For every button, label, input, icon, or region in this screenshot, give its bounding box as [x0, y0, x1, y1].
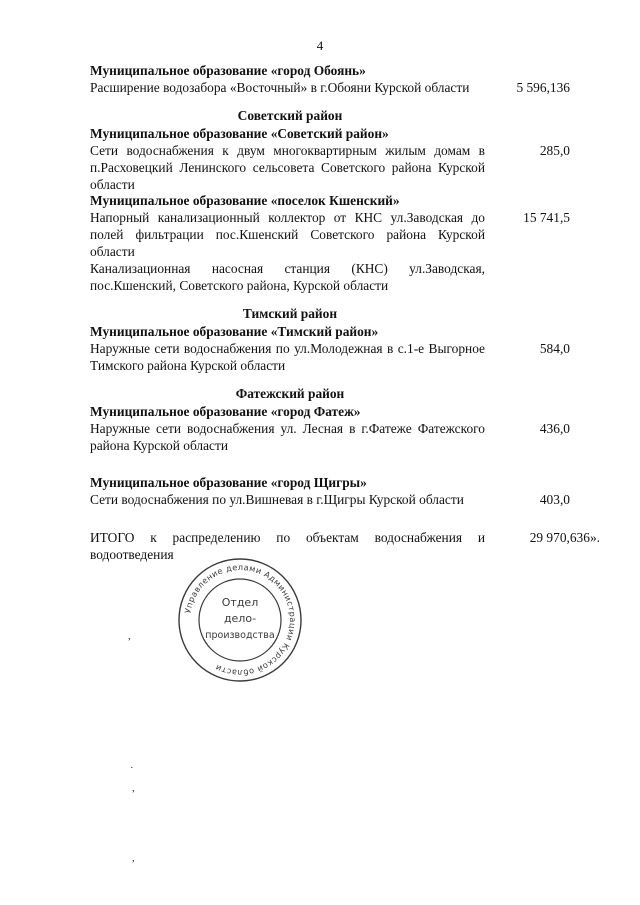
item-description: Наружные сети водоснабжения ул. Лесная в г.Фатеже Фатежского района Курской области — [90, 421, 485, 453]
page-number: 4 — [316, 38, 324, 53]
section-fatezh — [90, 386, 600, 454]
list-item — [90, 142, 600, 193]
item-amount: 584,0 — [539, 341, 570, 356]
district-heading: Фатежский район — [235, 386, 345, 401]
group-heading: Муниципальное образование «Тимский район» — [90, 324, 379, 339]
group-heading: Муниципальное образование «город Щигры» — [90, 475, 367, 490]
item-amount: 15 741,5 — [523, 210, 570, 225]
item-description: Напорный канализационный коллектор от КНС ул.Заводская до полей фильтрации пос.Кшенский Советского района Курской области — [90, 210, 485, 259]
group-heading: Муниципальное образование «поселок Кшенский» — [90, 193, 400, 208]
item-description: Расширение водозабора «Восточный» в г.Обояни Курской области — [90, 80, 470, 95]
list-item — [90, 491, 600, 508]
list-item — [90, 260, 600, 294]
item-description: Наружные сети водоснабжения по ул.Молодежная в с.1-е Выгорное Тимского района Курской области — [90, 341, 485, 373]
list-item — [90, 340, 600, 374]
group-heading: Муниципальное образование «город Обоянь» — [90, 63, 366, 78]
item-amount: 5 596,136 — [516, 80, 570, 95]
scan-mark: , — [132, 782, 135, 794]
stamp-center-line-2: дело- — [223, 612, 257, 625]
stamp-ring-text: Управление делами Администрации Курской области — [182, 561, 299, 679]
total-row — [90, 529, 600, 563]
document-body — [90, 63, 600, 563]
scan-mark: · — [130, 762, 134, 774]
district-heading: Тимский район — [242, 306, 338, 321]
scan-mark: , — [132, 852, 135, 864]
office-stamp — [176, 556, 304, 684]
section-timsky — [90, 306, 600, 374]
section-oboyan — [90, 63, 600, 96]
total-amount: 29 970,636». — [529, 530, 600, 545]
list-item — [90, 79, 600, 96]
group-heading: Муниципальное образование «город Фатеж» — [90, 404, 361, 419]
item-description: Сети водоснабжения к двум многоквартирным жилым домам в п.Расховецкий Ленинского сельсовета Советского района Курской области — [90, 143, 485, 192]
section-shchigry — [90, 475, 600, 508]
item-description: Сети водоснабжения по ул.Вишневая в г.Щигры Курской области — [90, 492, 464, 507]
list-item — [90, 420, 600, 454]
group-heading: Муниципальное образование «Советский район» — [90, 126, 389, 141]
scan-mark: , — [128, 630, 131, 642]
stamp-center-line-3: производства — [205, 630, 275, 641]
total-label: ИТОГО к распределению по объектам водоснабжения и водоотведения — [90, 530, 485, 562]
item-amount: 436,0 — [539, 421, 570, 436]
item-description: Канализационная насосная станция (КНС) ул.Заводская, пос.Кшенский, Советского района, Курской области — [90, 261, 485, 293]
list-item — [90, 209, 600, 260]
stamp-center-line-1: Отдел — [221, 596, 259, 609]
district-heading: Советский район — [237, 108, 343, 123]
item-amount: 403,0 — [539, 492, 570, 507]
section-sovetsky — [90, 108, 600, 294]
item-amount: 285,0 — [539, 143, 570, 158]
